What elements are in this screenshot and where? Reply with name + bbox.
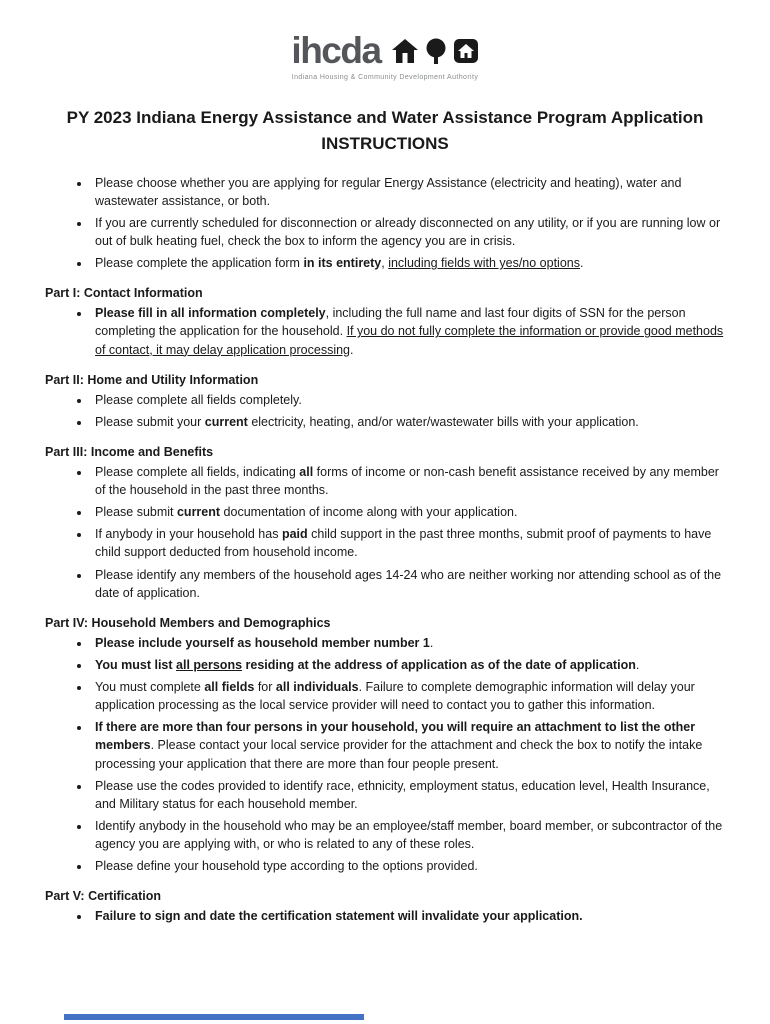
bullet-item [91,678,725,714]
bullet-text-segment: . [429,635,434,650]
bullet-text-segment: all fields [204,680,255,695]
bullet-text-segment: If there are more than four persons in your household, you will require an attachment to list the other members [95,720,696,753]
bullet-text-segment: Please complete all fields completely. [95,392,302,407]
bullet-item [91,391,725,409]
bullet-text-segment: forms of income or non-cash benefit assistance received by any member of the household in the past three months. [95,464,719,498]
section-heading: Part V: Certification [45,889,161,904]
bullet-item [91,463,725,499]
bullet-text-segment: electricity, heating, and/or water/wastewater bills with your application. [247,414,639,429]
bullet-text-segment: Please submit [95,505,177,520]
bullet-item [91,214,725,250]
bullet-item [91,817,725,853]
ihcda-wordmark: ihcda [291,30,381,71]
bullet-list [45,391,725,431]
bullet-item [91,566,725,602]
bullet-text-segment: You must complete [95,680,205,695]
bullet-item [91,525,725,561]
bullet-text-segment: Please use the codes provided to identify race, ethnicity, employment status, education level, Health Insurance, and Military status for each household member. [95,778,710,811]
bullet-text-segment: , [381,256,389,271]
bullet-text-segment: Please choose whether you are applying for regular Energy Assistance (electricity and heating), water and wastewater assistance, or both. [95,175,682,208]
bullet-text-segment: Please complete the application form [95,256,304,271]
ihcda-logo [45,32,725,81]
bullet-list [45,463,725,602]
bullet-text-segment: paid [281,527,308,542]
bullet-text-segment: If you do not fully complete the information or provide good methods of contact, it may delay application processing [95,324,724,357]
bullet-text-segment: Please submit your [95,414,205,429]
home-building-icon [453,38,479,64]
document-body [45,174,725,926]
section-heading: Part II: Home and Utility Information [45,372,259,387]
bullet-text-segment: in its entirety [303,256,382,271]
bullet-text-segment: documentation of income along with your application. [220,505,518,520]
title-line2: INSTRUCTIONS [321,134,449,154]
bullet-item [91,503,725,521]
bullet-text-segment: current [204,414,248,429]
house-icon [391,38,419,64]
bullet-text-segment: child support in the past three months, submit proof of payments to have child support deducted from household income. [95,527,712,560]
logo-icons [391,38,479,64]
bullet-item [91,174,725,210]
bullet-text-segment: If you are currently scheduled for disconnection or already disconnected on any utility, or if you are running low or out of bulk heating fuel, check the box to inform the agency you are in crisis. [95,215,721,249]
bullet-item [91,304,725,358]
bullet-text-segment: Please include yourself as household member number 1 [95,635,430,650]
bullet-list [45,634,725,876]
bullet-text-segment: all [299,464,314,479]
section-heading: Part I: Contact Information [45,286,203,301]
bullet-item [91,857,725,875]
bullet-text-segment: , including the full name and last four digits of SSN for the person completing the application for the household. [95,306,686,339]
bullet-text-segment: for [254,680,276,695]
tree-icon [423,38,449,64]
bullet-item [91,254,725,272]
bullet-text-segment: current [176,505,221,520]
bullet-item [91,634,725,652]
bullet-text-segment: . [350,342,354,357]
bullet-text-segment: Please complete all fields, indicating [95,464,300,479]
next-page-blue-line [64,1014,364,1020]
section-heading: Part III: Income and Benefits [45,444,214,459]
logo-tagline: Indiana Housing & Community Development Authority [291,74,479,81]
bullet-text-segment: Please define your household type according to the options provided. [95,859,478,874]
bullet-text-segment: all individuals [275,680,359,695]
bullet-list [45,174,725,273]
bullet-item [91,777,725,813]
bullet-text-segment: Please fill in all information completely [95,306,326,321]
bullet-text-segment: residing at the address of application as of the date of application [242,657,636,672]
logo-row [291,32,478,69]
bullet-text-segment: all persons [176,657,243,672]
bullet-list [45,907,725,925]
bullet-text-segment: You must list [95,657,177,672]
bullet-text-segment: . Failure to complete demographic information will delay your application processing as the local service provider will need to contact you to gather this information. [95,680,695,713]
bullet-list [45,304,725,358]
bullet-item [91,907,725,925]
bullet-text-segment: Failure to sign and date the certification statement will invalidate your application. [95,909,583,924]
document-title [45,105,725,158]
bullet-text-segment: . Please contact your local service provider for the attachment and check the box to notify the intake processing your application that there are more than four people present. [95,738,703,771]
bullet-text-segment: . [579,256,584,271]
section-heading: Part IV: Household Members and Demographics [45,615,331,630]
bullet-text-segment: If anybody in your household has [95,527,282,542]
bullet-text-segment: . [635,657,640,672]
bullet-text-segment: Please identify any members of the household ages 14-24 who are neither working nor attending school as of the date of application. [95,567,722,600]
bullet-item [91,718,725,772]
bullet-item [91,656,725,674]
bullet-item [91,413,725,431]
title-line1: PY 2023 Indiana Energy Assistance and Water Assistance Program Application [66,108,704,127]
bullet-text-segment: including fields with yes/no options [388,256,580,271]
bullet-text-segment: Identify anybody in the household who may be an employee/staff member, board member, or subcontractor of the agency you are applying with, or who is related to any of these roles. [95,818,723,852]
